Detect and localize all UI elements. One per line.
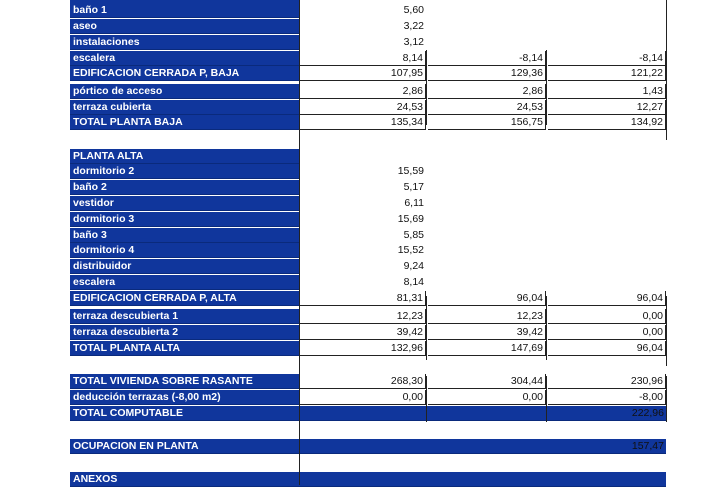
grid-line bbox=[299, 0, 300, 485]
table-row bbox=[0, 3, 726, 19]
row-label[interactable]: dormitorio 2 bbox=[70, 164, 299, 179]
cell-c3[interactable] bbox=[548, 35, 666, 50]
grid-line bbox=[426, 50, 427, 125]
cell-c2[interactable]: 12,23 bbox=[428, 309, 546, 324]
row-label[interactable]: EDIFICACION CERRADA P, ALTA bbox=[70, 291, 299, 306]
cell-c2[interactable] bbox=[428, 212, 546, 227]
cell-c3[interactable]: 222,96 bbox=[631, 407, 664, 419]
cell-c3[interactable]: 1,43 bbox=[548, 84, 666, 99]
cell-c3[interactable] bbox=[548, 3, 666, 18]
cell-c1[interactable]: 8,14 bbox=[300, 51, 426, 66]
row-label[interactable]: TOTAL PLANTA BAJA bbox=[70, 115, 299, 130]
grid-line bbox=[426, 296, 427, 360]
grid-line bbox=[666, 376, 667, 422]
cell-c2[interactable]: 129,36 bbox=[428, 66, 546, 81]
cell-c2[interactable]: 147,69 bbox=[428, 341, 546, 356]
row-label[interactable]: baño 1 bbox=[70, 3, 299, 18]
grid-line bbox=[546, 50, 547, 125]
cell-c3[interactable]: -8,00 bbox=[548, 390, 666, 405]
cell-c1[interactable]: 5,17 bbox=[403, 181, 424, 193]
table-row bbox=[0, 100, 726, 116]
table-row bbox=[0, 309, 726, 325]
table-row bbox=[0, 439, 726, 455]
grid-line bbox=[666, 0, 667, 140]
row-label[interactable]: distribuidor bbox=[70, 259, 299, 274]
row-label[interactable]: dormitorio 3 bbox=[70, 212, 299, 227]
row-label[interactable]: instalaciones bbox=[70, 35, 299, 50]
row-label[interactable]: ANEXOS bbox=[70, 472, 666, 487]
cell-c2[interactable] bbox=[428, 259, 546, 274]
cell-c2[interactable]: 2,86 bbox=[428, 84, 546, 99]
cell-c3[interactable] bbox=[548, 180, 666, 195]
cell-c3[interactable]: 134,92 bbox=[548, 115, 666, 130]
grid-line bbox=[426, 376, 427, 422]
cell-c3[interactable] bbox=[548, 275, 666, 290]
cell-c1[interactable]: 15,59 bbox=[397, 165, 424, 177]
row-label[interactable]: pórtico de acceso bbox=[70, 84, 299, 99]
cell-c2[interactable]: -8,14 bbox=[428, 51, 546, 66]
row-label[interactable]: terraza descubierta 1 bbox=[70, 309, 299, 324]
grid-line bbox=[546, 296, 547, 360]
table-row bbox=[0, 341, 726, 357]
cell-c3[interactable]: -8,14 bbox=[548, 51, 666, 66]
row-label[interactable]: vestidor bbox=[70, 196, 299, 211]
cell-c2[interactable] bbox=[428, 406, 546, 421]
table-row bbox=[0, 243, 726, 259]
table-row bbox=[0, 196, 726, 212]
row-label[interactable]: PLANTA ALTA bbox=[70, 149, 299, 164]
table-row bbox=[0, 406, 726, 422]
table-row bbox=[0, 291, 726, 307]
cell-c1[interactable]: 107,95 bbox=[300, 66, 426, 81]
row-label[interactable]: TOTAL COMPUTABLE bbox=[70, 406, 666, 421]
cell-c1[interactable]: 24,53 bbox=[300, 100, 426, 115]
cell-c1[interactable]: 0,00 bbox=[300, 390, 426, 405]
cell-c1[interactable]: 15,69 bbox=[397, 213, 424, 225]
cell-c2[interactable] bbox=[428, 243, 546, 258]
row-label[interactable]: baño 2 bbox=[70, 180, 299, 195]
cell-c2[interactable] bbox=[428, 35, 546, 50]
cell-c1[interactable]: 15,52 bbox=[397, 244, 424, 256]
row-label[interactable]: terraza cubierta bbox=[70, 100, 299, 115]
cell-c3[interactable] bbox=[548, 228, 666, 243]
cell-c2[interactable] bbox=[428, 180, 546, 195]
row-label[interactable]: deducción terrazas (-8,00 m2) bbox=[70, 390, 299, 405]
row-label[interactable]: EDIFICACION CERRADA P, BAJA bbox=[70, 66, 299, 81]
table-row bbox=[0, 374, 726, 390]
cell-c1[interactable]: 81,31 bbox=[300, 291, 426, 306]
table-row bbox=[0, 66, 726, 82]
cell-c1[interactable]: 39,42 bbox=[300, 325, 426, 340]
cell-c2[interactable]: 304,44 bbox=[428, 374, 546, 389]
table-row bbox=[0, 51, 726, 67]
cell-c3[interactable]: 96,04 bbox=[548, 341, 666, 356]
cell-c2[interactable]: 156,75 bbox=[428, 115, 546, 130]
row-label[interactable]: escalera bbox=[70, 51, 299, 66]
cell-c3[interactable] bbox=[548, 164, 666, 179]
table-row bbox=[0, 325, 726, 341]
cell-c3[interactable] bbox=[548, 259, 666, 274]
row-label[interactable]: aseo bbox=[70, 19, 299, 34]
table-row bbox=[0, 228, 726, 244]
cell-c3[interactable] bbox=[548, 212, 666, 227]
cell-c1[interactable]: 5,60 bbox=[403, 4, 424, 16]
cell-c1[interactable]: 135,34 bbox=[300, 115, 426, 130]
table-row bbox=[0, 390, 726, 406]
cell-c3[interactable]: 0,00 bbox=[548, 325, 666, 340]
cell-c3[interactable] bbox=[548, 149, 666, 164]
table-row bbox=[0, 115, 726, 131]
row-label[interactable]: escalera bbox=[70, 275, 299, 290]
cell-c1[interactable] bbox=[300, 439, 426, 454]
cell-c1[interactable]: 132,96 bbox=[300, 341, 426, 356]
cell-c3[interactable]: 12,27 bbox=[548, 100, 666, 115]
cell-c2[interactable] bbox=[428, 149, 546, 164]
table-row bbox=[0, 149, 726, 165]
table-row bbox=[0, 259, 726, 275]
cell-c2[interactable]: 24,53 bbox=[428, 100, 546, 115]
cell-c3[interactable]: 0,00 bbox=[548, 309, 666, 324]
cell-c2[interactable]: 96,04 bbox=[428, 291, 546, 306]
table-row bbox=[0, 84, 726, 100]
cell-c1[interactable]: 5,85 bbox=[403, 229, 424, 241]
cell-c1[interactable]: 3,22 bbox=[403, 20, 424, 32]
row-label[interactable]: TOTAL PLANTA ALTA bbox=[70, 341, 299, 356]
cell-c3[interactable]: 121,22 bbox=[548, 66, 666, 81]
cell-c2[interactable] bbox=[428, 19, 546, 34]
cell-c1[interactable]: 8,14 bbox=[403, 276, 424, 288]
cell-c1[interactable]: 6,11 bbox=[404, 197, 424, 209]
table-row bbox=[0, 180, 726, 196]
cell-c3[interactable] bbox=[548, 243, 666, 258]
row-label[interactable]: OCUPACION EN PLANTA bbox=[70, 439, 666, 454]
cell-c1[interactable] bbox=[300, 406, 426, 421]
cell-c2[interactable] bbox=[428, 275, 546, 290]
cell-c3[interactable]: 96,04 bbox=[548, 291, 666, 306]
cell-c2[interactable] bbox=[428, 228, 546, 243]
cell-c3[interactable] bbox=[548, 19, 666, 34]
cell-c2[interactable] bbox=[428, 439, 546, 454]
grid-line bbox=[546, 376, 547, 422]
row-label[interactable]: TOTAL VIVIENDA SOBRE RASANTE bbox=[70, 374, 299, 389]
table-row bbox=[0, 164, 726, 180]
cell-c1[interactable]: 12,23 bbox=[300, 309, 426, 324]
row-label[interactable]: dormitorio 4 bbox=[70, 243, 299, 258]
table-row bbox=[0, 472, 726, 488]
cell-c2[interactable]: 39,42 bbox=[428, 325, 546, 340]
cell-c2[interactable]: 0,00 bbox=[428, 390, 546, 405]
cell-c3[interactable] bbox=[548, 196, 666, 211]
cell-c1[interactable]: 3,12 bbox=[403, 36, 424, 48]
table-row bbox=[0, 275, 726, 291]
table-row bbox=[0, 35, 726, 51]
cell-c2[interactable] bbox=[428, 3, 546, 18]
cell-c3[interactable]: 157,47 bbox=[631, 440, 664, 452]
cell-c1[interactable]: 9,24 bbox=[403, 260, 424, 272]
grid-line bbox=[666, 296, 667, 366]
cell-c1[interactable] bbox=[300, 149, 426, 164]
cell-c2[interactable] bbox=[428, 164, 546, 179]
table-row bbox=[0, 212, 726, 228]
cell-c1[interactable]: 268,30 bbox=[300, 374, 426, 389]
cell-c1[interactable]: 2,86 bbox=[300, 84, 426, 99]
row-label[interactable]: terraza descubierta 2 bbox=[70, 325, 299, 340]
cell-c3[interactable]: 230,96 bbox=[548, 374, 666, 389]
cell-c2[interactable] bbox=[428, 196, 546, 211]
row-label[interactable]: baño 3 bbox=[70, 228, 299, 243]
table-row bbox=[0, 19, 726, 35]
